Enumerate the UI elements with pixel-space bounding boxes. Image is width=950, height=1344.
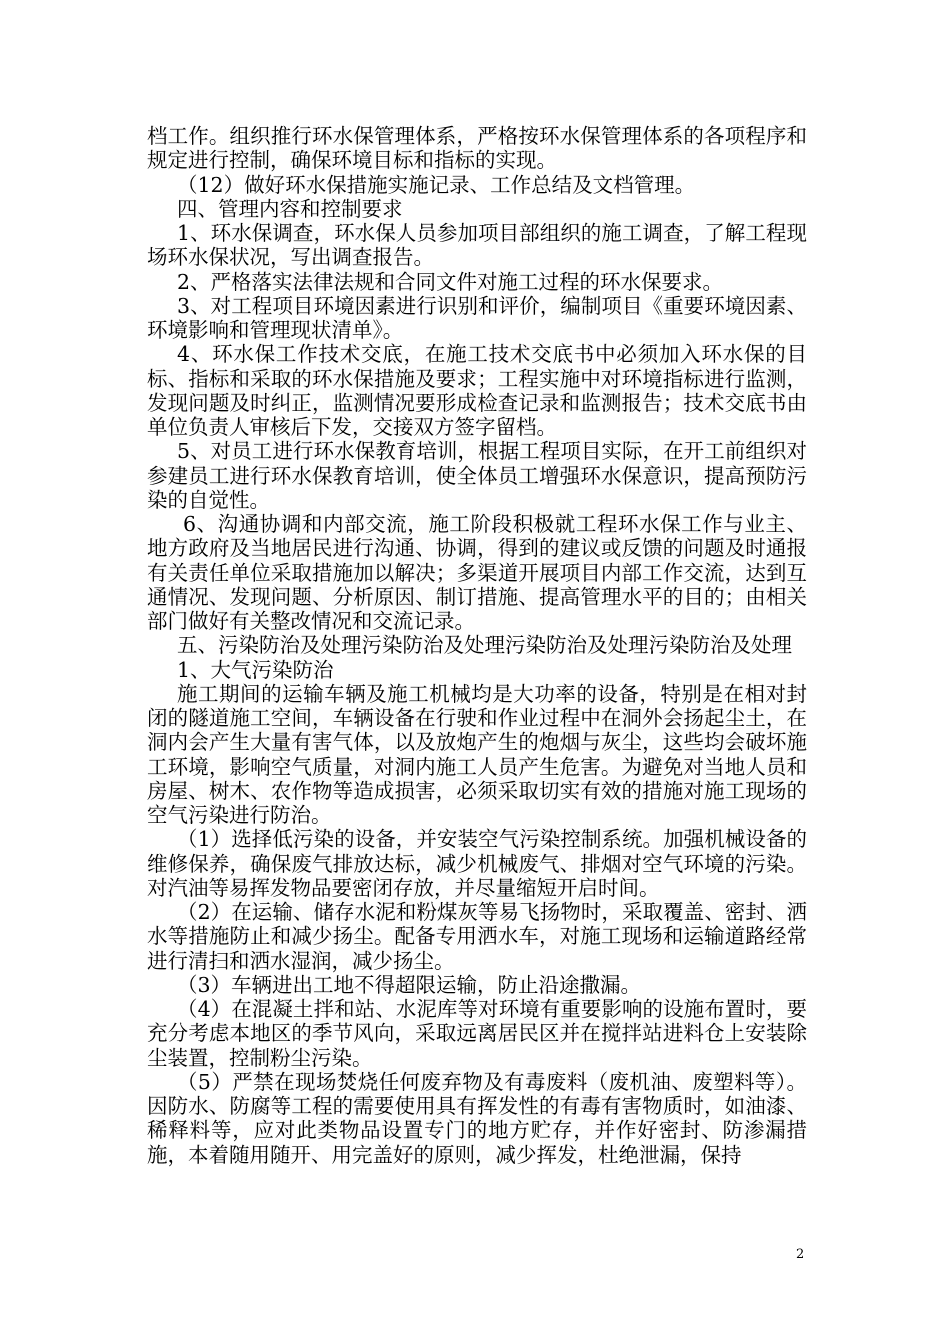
paragraph-continuation: 档工作。组织推行环水保管理体系，严格按环水保管理体系的各项程序和规定进行控制，确保环境目标和指标的实现。 [147, 124, 807, 173]
subsection-heading-air: 1、大气污染防治 [177, 657, 334, 682]
paragraph-air-3: （3）车辆进出工地不得超限运输，防止沿途撒漏。 [177, 972, 642, 997]
section-heading-4: 四、管理内容和控制要求 [177, 196, 403, 221]
paragraph-3: 3、对工程项目环境因素进行识别和评价，编制项目《重要环境因素、环境影响和管理现状清单》。 [147, 293, 807, 342]
paragraph-6: 6、沟通协调和内部交流，施工阶段积极就工程环水保工作与业主、地方政府及当地居民进行沟通、协调，得到的建议或反馈的问题及时通报有关责任单位采取措施加以解决；多渠道开展项目内部工作交流，达到互通情况、发现问题、分析原因、制订措施、提高管理水平的目的；由相关部门做好有关整改情况和交流记录。 [147, 512, 807, 633]
paragraph-5: 5、对员工进行环水保教育培训，根据工程项目实际，在开工前组织对参建员工进行环水保教育培训，使全体员工增强环水保意识，提高预防污染的自觉性。 [147, 439, 807, 512]
paragraph-item-12: （12）做好环水保措施实施记录、工作总结及文档管理。 [177, 172, 696, 197]
page-number: 2 [796, 1247, 805, 1262]
paragraph-air-2: （2）在运输、储存水泥和粉煤灰等易飞扬物时，采取覆盖、密封、洒水等措施防止和减少扬尘。配备专用洒水车，对施工现场和运输道路经常进行清扫和洒水湿润，减少扬尘。 [147, 900, 807, 973]
paragraph-air-intro: 施工期间的运输车辆及施工机械均是大功率的设备，特别是在相对封闭的隧道施工空间，车辆设备在行驶和作业过程中在洞外会扬起尘土，在洞内会产生大量有害气体，以及放炮产生的炮烟与灰尘，这些均会破坏施工环境，影响空气质量，对洞内施工人员产生危害。为避免对当地人员和房屋、树木、农作物等造成损害，必须采取切实有效的措施对施工现场的空气污染进行防治。 [147, 681, 807, 827]
body-text [147, 124, 807, 1167]
paragraph-air-4: （4）在混凝土拌和站、水泥库等对环境有重要影响的设施布置时，要充分考虑本地区的季节风向，采取远离居民区并在搅拌站进料仓上安装除尘装置，控制粉尘污染。 [147, 997, 807, 1070]
paragraph-air-1: （1）选择低污染的设备，并安装空气污染控制系统。加强机械设备的维修保养，确保废气排放达标，减少机械废气、排烟对空气环境的污染。对汽油等易挥发物品要密闭存放，并尽量缩短开启时间。 [147, 827, 807, 900]
section-heading-5: 五、污染防治及处理污染防治及处理污染防治及处理污染防治及处理 [177, 633, 792, 658]
paragraph-air-5: （5）严禁在现场焚烧任何废弃物及有毒废料（废机油、废塑料等）。因防水、防腐等工程的需要使用具有挥发性的有毒有害物质时，如油漆、稀释料等，应对此类物品设置专门的地方贮存，并作好密封、防渗漏措施，本着随用随开、用完盖好的原则，减少挥发，杜绝泄漏，保持 [147, 1069, 807, 1167]
paragraph-4: 4、环水保工作技术交底，在施工技术交底书中必须加入环水保的目标、指标和采取的环水保措施及要求；工程实施中对环境指标进行监测，发现问题及时纠正，监测情况要形成检查记录和监测报告；技术交底书由单位负责人审核后下发，交接双方签字留档。 [147, 342, 807, 439]
paragraph-2: 2、严格落实法律法规和合同文件对施工过程的环水保要求。 [177, 269, 724, 294]
paragraph-1: 1、环水保调查，环水保人员参加项目部组织的施工调查，了解工程现场环水保状况，写出调查报告。 [147, 221, 807, 270]
